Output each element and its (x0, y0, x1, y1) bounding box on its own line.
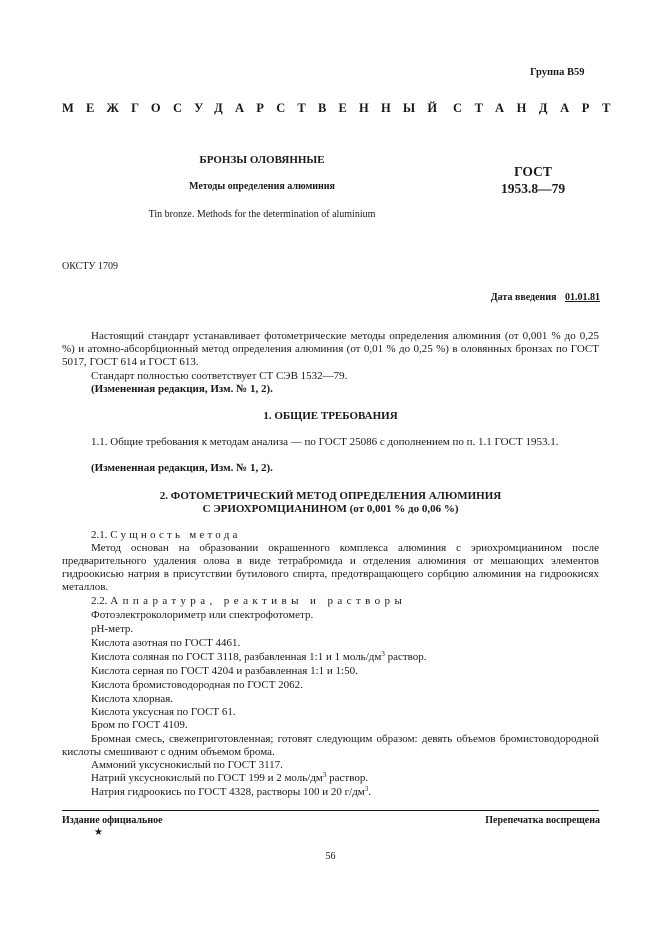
group-code: Группа В59 (530, 67, 585, 78)
subsection-title: Аппаратура, реактивы и растворы (110, 595, 407, 607)
standard-label: СТАНДАРТ (453, 101, 624, 115)
section-heading-1: 1. ОБЩИЕ ТРЕБОВАНИЯ (263, 410, 398, 422)
subsection-2-2 (91, 595, 406, 607)
subsection-2-1 (91, 529, 241, 541)
gost-label: ГОСТ (514, 164, 552, 179)
subsection-title: Сущность метода (110, 529, 241, 541)
paragraph-method-essence: Метод основан на образовании окрашенного комплекса алюминия с эриохромцианином после предварительного удаления олова в виде тетрабромида и отделения алюминия от мешающих элементов гидроокисью натрия в присутствии бутилового спирта, предотвращающего сорбцию алюминия на гидроокисях металлов. (62, 542, 599, 593)
intro-date-value: 01.01.81 (565, 292, 600, 303)
list-item: Кислота азотная по ГОСТ 4461. (91, 637, 241, 649)
paragraph-scope: Настоящий стандарт устанавливает фотометрические методы определения алюминия (от 0,001 % до 0,25 %) и атомно-абсорбционный метод определения алюминия (от 0,01 % до 0,25 %) в оловянных бронзах по ГОСТ 5017, ГОСТ 614 и ГОСТ 613. (62, 330, 599, 368)
document-subtitle: Методы определения алюминия (189, 181, 335, 192)
gost-number: 1953.8—79 (500, 181, 566, 196)
list-item: Кислота соляная по ГОСТ 3118, разбавленная 1:1 и 1 моль/$дм^3$ раствор. (91, 650, 427, 663)
intro-date (491, 292, 600, 303)
english-title: Tin bronze. Methods for the determination of aluminium (148, 209, 376, 220)
list-item: Натрия гидроокись по ГОСТ 4328, растворы 100 и 20 $г/дм^3$. (91, 785, 372, 798)
okstu-code: ОКСТУ 1709 (62, 261, 119, 272)
paragraph-compliance: Стандарт полностью соответствует СТ СЭВ 1532—79. (91, 370, 348, 382)
paragraph-bromine-mix: Бромная смесь, свежеприготовленная; готовят следующим образом: девять объемов бромистоводородной кислоты смешивают с одним объемом брома. (62, 733, 599, 758)
amendment-note: (Измененная редакция, Изм. № 1, 2). (91, 383, 273, 395)
official-edition: Издание официальное (62, 815, 163, 826)
list-item: Кислота серная по ГОСТ 4204 и разбавленная 1:1 и 1:50. (91, 665, 358, 677)
subsection-number: 2.1. (91, 529, 108, 541)
section-heading-2-cont: С ЭРИОХРОМЦИАНИНОМ (от 0,001 % до 0,06 %) (202, 503, 459, 515)
list-item: Фотоэлектроколориметр или спектрофотометр. (91, 609, 314, 621)
list-item: pH-метр. (91, 623, 134, 635)
star-icon: ★ (94, 827, 103, 838)
list-item: Бром по ГОСТ 4109. (91, 719, 188, 731)
reprint-notice: Перепечатка воспрещена (485, 815, 600, 826)
list-item: Кислота хлорная. (91, 693, 174, 705)
intro-date-label: Дата введения (490, 292, 557, 303)
subsection-number: 2.2. (91, 595, 108, 607)
interstate-label: МЕЖГОСУДАРСТВЕННЫЙ (62, 101, 450, 115)
list-item: Аммоний уксуснокислый по ГОСТ 3117. (91, 759, 283, 771)
paragraph-1-1: 1.1. Общие требования к методам анализа — по ГОСТ 25086 с дополнением по п. 1.1 ГОСТ 1953.1. (91, 436, 559, 448)
amendment-note: (Измененная редакция, Изм. № 1, 2). (91, 462, 273, 474)
section-heading-2: 2. ФОТОМЕТРИЧЕСКИЙ МЕТОД ОПРЕДЕЛЕНИЯ АЛЮМИНИЯ (159, 490, 502, 502)
list-item: Натрий уксуснокислый по ГОСТ 199 и 2 моль/$дм^3$ раствор. (91, 771, 369, 784)
list-item: Кислота бромистоводородная по ГОСТ 2062. (91, 679, 303, 691)
document-title: БРОНЗЫ ОЛОВЯННЫЕ (199, 154, 325, 166)
footer-divider (62, 810, 599, 811)
list-item: Кислота уксусная по ГОСТ 61. (91, 706, 236, 718)
page-number: 56 (325, 851, 336, 862)
